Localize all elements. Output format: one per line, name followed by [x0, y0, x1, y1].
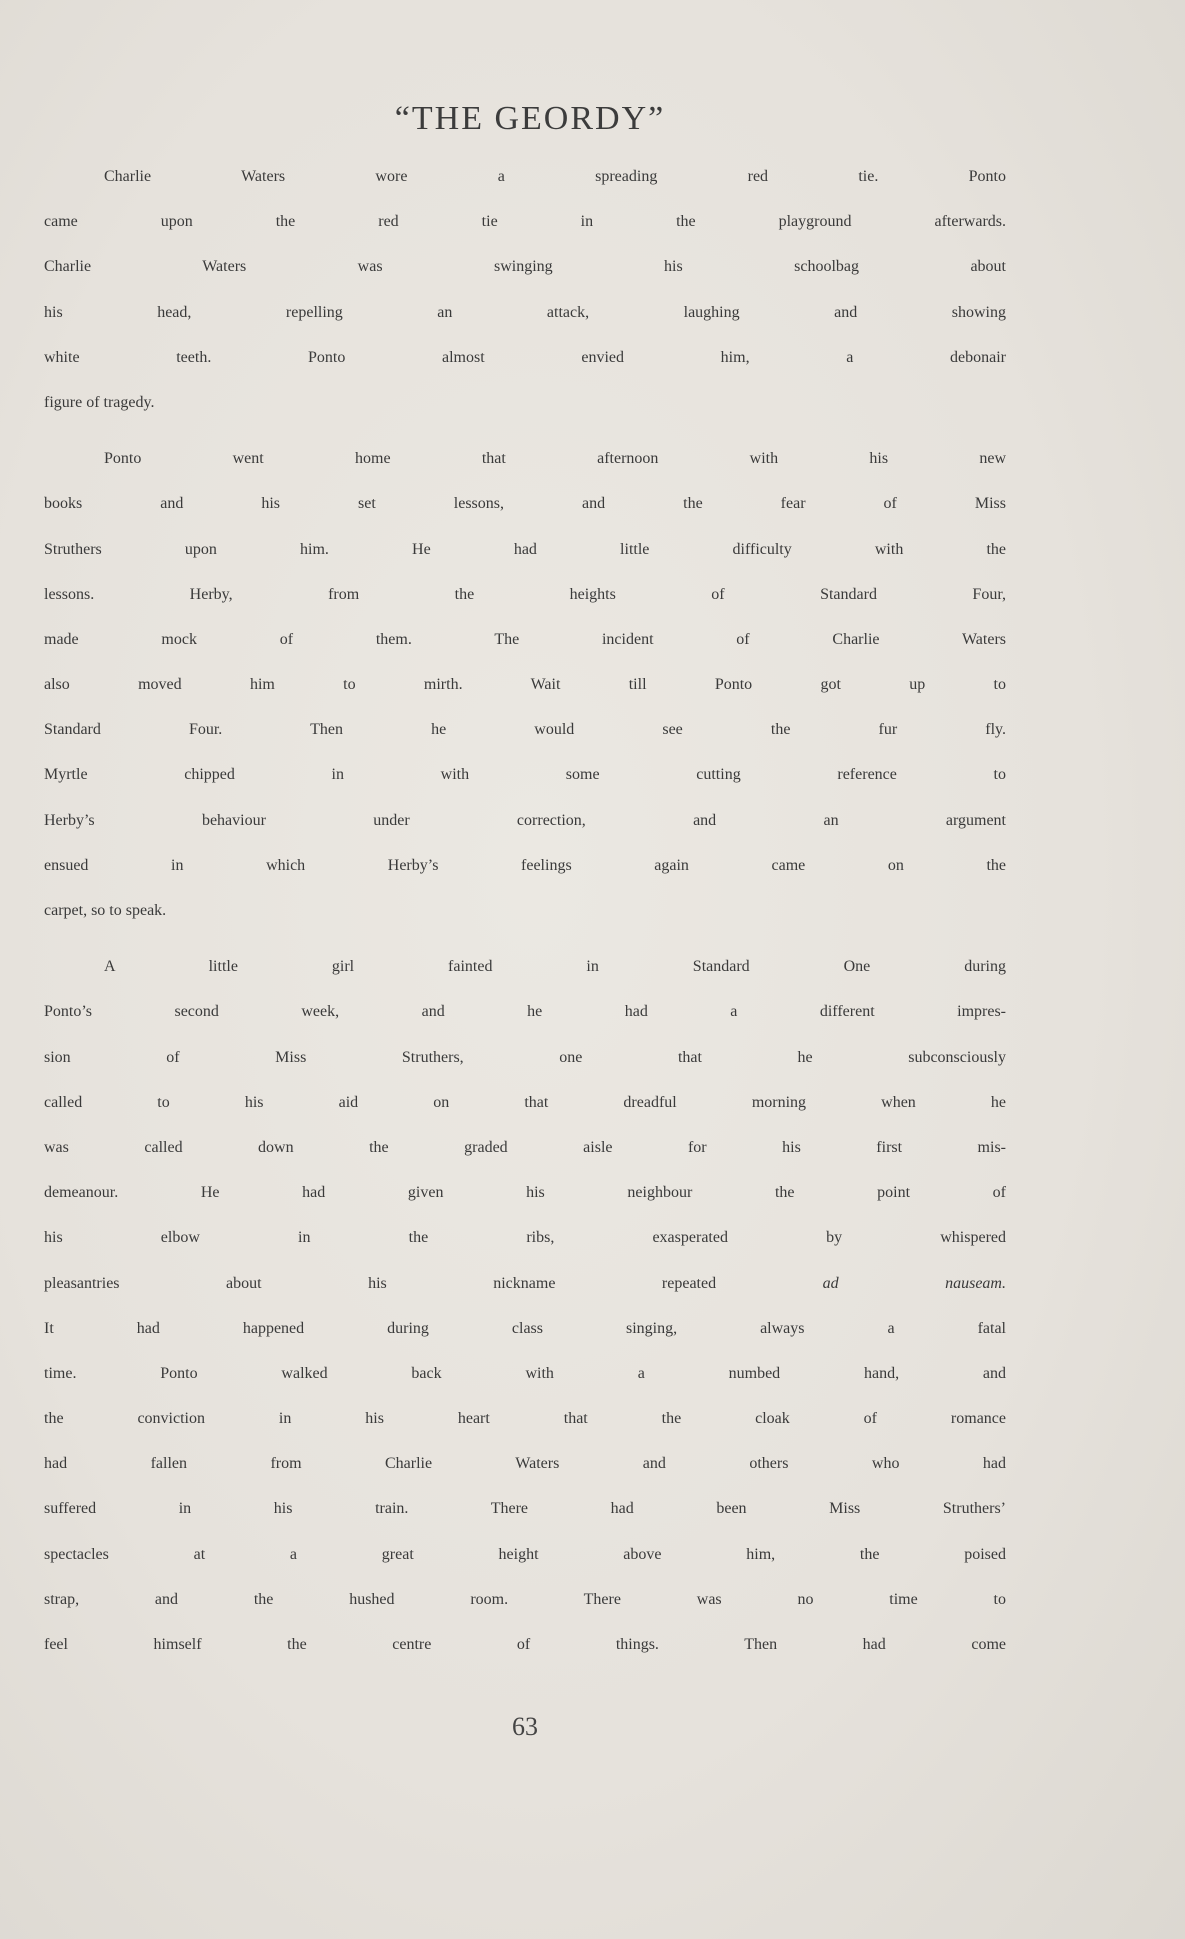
- text-line: had fallen from Charlie Waters and others who had: [44, 1455, 1006, 1473]
- text-line: Myrtle chipped in with some cutting reference to: [44, 766, 1006, 784]
- text-line: his elbow in the ribs, exasperated by whispered: [44, 1229, 1006, 1247]
- text-line: Charlie Waters wore a spreading red tie. Ponto: [104, 168, 1006, 185]
- text-line: strap, and the hushed room. There was no time to: [44, 1590, 1006, 1608]
- paragraph-3: [44, 958, 1006, 1681]
- italic-phrase: ad nauseam.: [822, 1274, 1006, 1292]
- text-line: demeanour. He had given his neighbour the point of: [44, 1184, 1006, 1202]
- text-line: spectacles at a great height above him, the poised: [44, 1545, 1006, 1563]
- paragraph-1: [44, 168, 1006, 439]
- text-line: also moved him to mirth. Wait till Ponto got up to: [44, 676, 1006, 694]
- text-line: called to his aid on that dreadful morning when he: [44, 1093, 1006, 1111]
- text-line: made mock of them. The incident of Charlie Waters: [44, 630, 1006, 648]
- text-segment: pleasantries about his nickname repeated: [44, 1274, 717, 1292]
- running-head: “THE GEORDY”: [394, 100, 666, 137]
- page-number: 63: [512, 1712, 538, 1741]
- text-line: time. Ponto walked back with a numbed hand, and: [44, 1364, 1006, 1382]
- text-line: Standard Four. Then he would see the fur fly.: [44, 721, 1006, 739]
- text-line: Ponto went home that afternoon with his new: [104, 450, 1006, 468]
- text-line: Struthers upon him. He had little difficulty with the: [44, 540, 1006, 558]
- text-line: feel himself the centre of things. Then had come: [44, 1636, 1006, 1653]
- text-line: his head, repelling an attack, laughing and showing: [44, 303, 1006, 321]
- text-line: Ponto’s second week, and he had a different impres-: [44, 1003, 1006, 1021]
- text-line: Charlie Waters was swinging his schoolbag about: [44, 258, 1006, 276]
- text-line: lessons. Herby, from the heights of Standard Four,: [44, 585, 1006, 603]
- text-line: came upon the red tie in the playground afterwards.: [44, 213, 1006, 231]
- text-line: Herby’s behaviour under correction, and an argument: [44, 811, 1006, 829]
- text-line: was called down the graded aisle for his first mis-: [44, 1138, 1006, 1156]
- text-line-with-italic: [44, 1275, 1006, 1320]
- text-line: carpet, so to speak.: [44, 902, 167, 919]
- text-line: A little girl fainted in Standard One during: [104, 958, 1006, 976]
- text-line: books and his set lessons, and the fear of Miss: [44, 495, 1006, 513]
- paragraph-2: [44, 450, 1006, 947]
- text-line: sion of Miss Struthers, one that he subconsciously: [44, 1048, 1006, 1066]
- body-text: [44, 168, 1006, 1681]
- text-line: It had happened during class singing, always a fatal: [44, 1319, 1006, 1337]
- text-line: figure of tragedy.: [44, 393, 155, 411]
- text-line: white teeth. Ponto almost envied him, a debonair: [44, 348, 1006, 366]
- text-line: ensued in which Herby’s feelings again came on the: [44, 856, 1006, 874]
- text-line: suffered in his train. There had been Miss Struthers’: [44, 1500, 1006, 1518]
- text-line: the conviction in his heart that the cloak of romance: [44, 1410, 1006, 1428]
